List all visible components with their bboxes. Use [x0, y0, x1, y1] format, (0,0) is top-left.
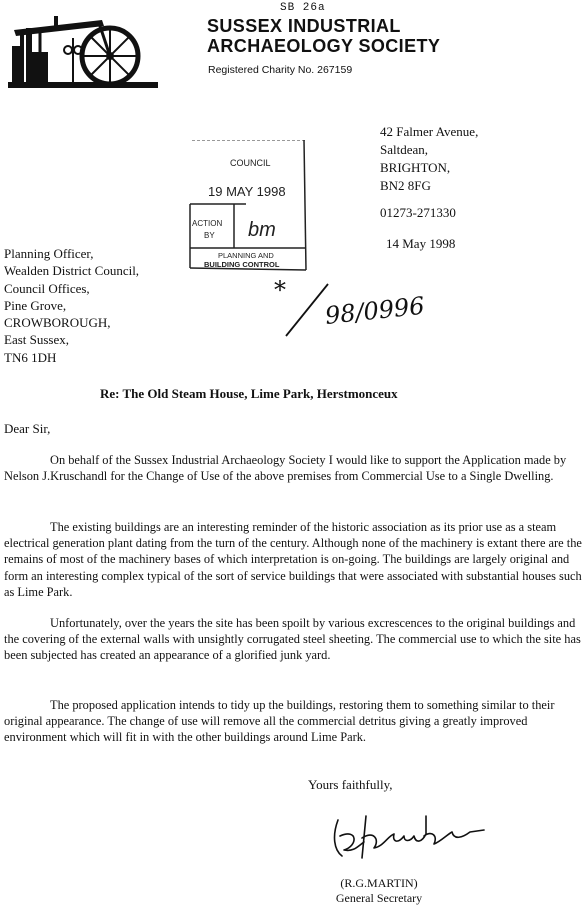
organisation-name-line1: SUSSEX INDUSTRIAL	[207, 16, 401, 36]
organisation-name	[207, 16, 527, 56]
stamp-initials: bm	[248, 219, 276, 241]
sender-address-line: BRIGHTON,	[380, 160, 451, 175]
svg-text:*: *	[274, 278, 286, 304]
recipient-line: Pine Grove,	[4, 297, 67, 313]
sender-address-line: Saltdean,	[380, 142, 429, 157]
steam-engine-icon	[6, 8, 166, 92]
body-paragraph: The existing buildings are an interesting reminder of the historic association as its prior use as a steam electrical generation plant dating from the turn of the century. Although none of the machinery is extant there are the remains of most of the machinery bases of which interpretation is on-going. The buildings are largely original and form an interesting complex typical of the sort of service buildings that were associated with substantial houses such as Lime Park.	[4, 520, 582, 599]
closing: Yours faithfully,	[308, 777, 393, 792]
recipient-line: TN6 1DH	[4, 349, 57, 365]
charity-number: Registered Charity No. 267159	[208, 64, 353, 76]
sender-phone: 01273-271330	[380, 205, 456, 220]
sender-address-line: BN2 8FG	[380, 178, 431, 193]
recipient-address	[4, 245, 139, 366]
letter-subject: Re: The Old Steam House, Lime Park, Herstmonceux	[100, 386, 398, 401]
recipient-line: Wealden District Council,	[4, 263, 140, 279]
stamp-date-text: 19 MAY 1998	[208, 184, 286, 199]
body-paragraph: On behalf of the Sussex Industrial Archaeology Society I would like to support the Application made by Nelson J.Kruschandl for the Change of Use of the above premises from Commercial Use to a Single Dwelling.	[4, 453, 567, 484]
sender-address-line: 42 Falmer Avenue,	[380, 124, 479, 139]
stamp-council-text: COUNCIL	[230, 158, 271, 168]
body-paragraph: Unfortunately, over the years the site has been spoilt by various excrescences to the original buildings and the covering of the external walls with unsightly corrugated steel sheeting. The commercial use to which the site has been subjected has created an appearance of a glorified junk yard.	[4, 616, 581, 663]
signer-title: General Secretary	[335, 891, 423, 905]
signer-block	[326, 876, 432, 906]
letter-date: 14 May 1998	[386, 236, 456, 251]
document-reference-code: SB 26a	[280, 2, 326, 14]
recipient-line: East Sussex,	[4, 332, 69, 348]
handwritten-reference-text: 98/0996	[323, 291, 426, 330]
received-stamp	[186, 140, 316, 280]
handwritten-signature	[328, 806, 488, 866]
stamp-action-label: ACTION	[192, 219, 223, 228]
recipient-line: CROWBOROUGH,	[4, 315, 111, 331]
stamp-by-label: BY	[204, 231, 215, 240]
body-paragraph: The proposed application intends to tidy up the buildings, restoring them to something similar to their original appearance. The change of use will remove all the commercial detritus giving a greatly improved environment which will fit in with the other buildings around Lime Park.	[4, 698, 555, 745]
organisation-name-line2: ARCHAEOLOGY SOCIETY	[207, 36, 441, 56]
signer-name: (R.G.MARTIN)	[340, 876, 418, 890]
recipient-line: Planning Officer,	[4, 246, 94, 261]
recipient-line: Council Offices,	[4, 280, 90, 296]
stamp-dept-line2: BUILDING CONTROL	[204, 260, 280, 269]
salutation: Dear Sir,	[4, 421, 51, 436]
sender-address	[380, 123, 478, 195]
stamp-dept-line1: PLANNING AND	[218, 251, 274, 260]
handwritten-reference	[272, 278, 432, 338]
